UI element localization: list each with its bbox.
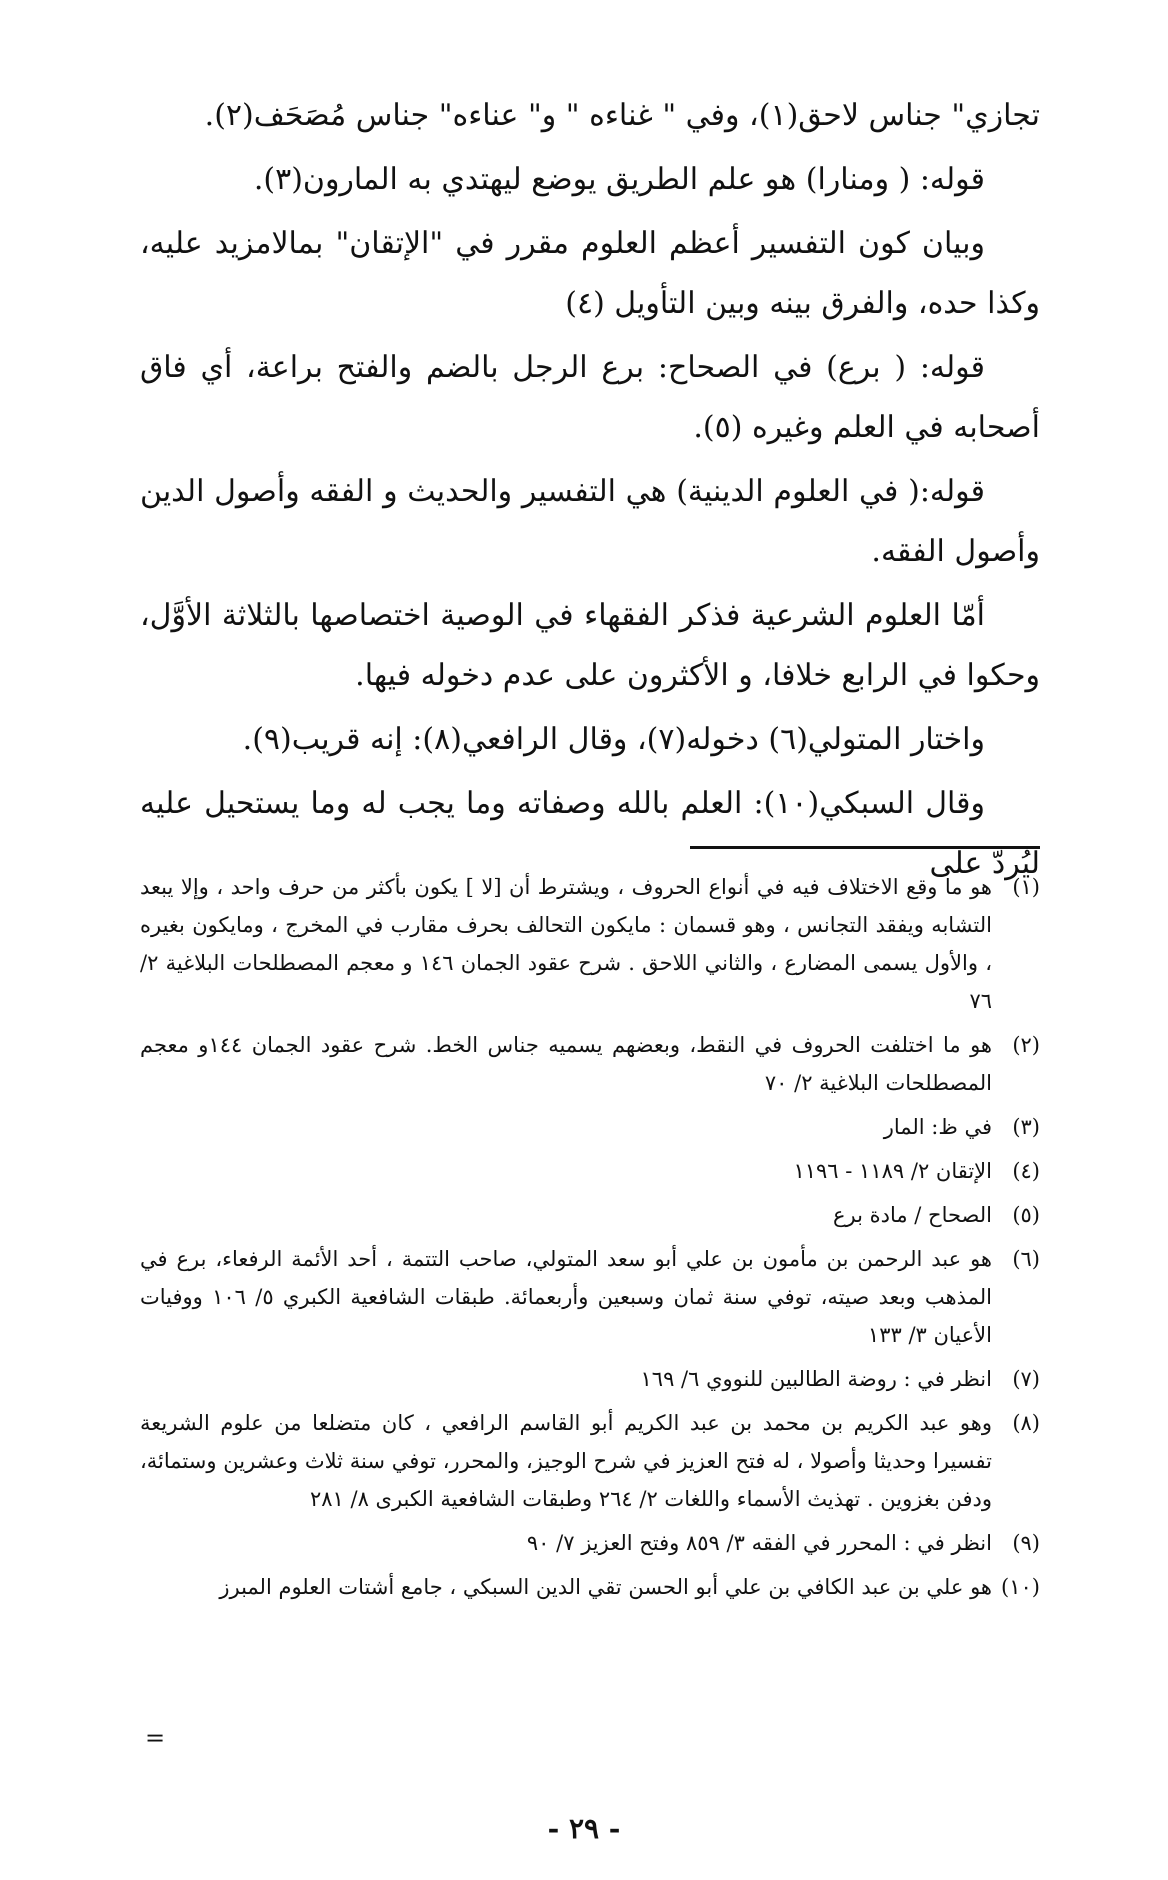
footnote-text: هو علي بن عبد الكافي بن علي أبو الحسن تقي الدين السبكي ، جامع أشتات العلوم المبرز [219, 1575, 992, 1599]
body-paragraph-4: قوله: ( برع) في الصحاح: برع الرجل بالضم والفتح براعة، أي فاق أصحابه في العلم وغيره (٥). [140, 350, 1040, 445]
main-text [140, 86, 1040, 898]
footnote-number: (٤) [1012, 1159, 1040, 1183]
footnote [140, 1240, 1040, 1354]
body-paragraph-6: أمّا العلوم الشرعية فذكر الفقهاء في الوصية اختصاصها بالثلاثة الأوَّل، وحكوا في الرابع خلافا، و الأكثرون على عدم دخوله فيها. [140, 598, 1040, 693]
footnote-number: (٢) [1012, 1033, 1040, 1057]
body-paragraph-8: وقال السبكي(١٠): العلم بالله وصفاته وما يجب له وما يستحيل عليه ليُردّ على [140, 786, 1040, 881]
footnote [140, 1360, 1040, 1398]
footnote-number: (٣) [1012, 1115, 1040, 1139]
body-paragraph-1: تجازي" جناس لاحق(١)، وفي " غناءه " و" عناءه" جناس مُصَحَف(٢). [204, 98, 1040, 133]
footnote [140, 1568, 1040, 1606]
footnote-text: وهو عبد الكريم بن محمد بن عبد الكريم أبو القاسم الرافعي ، كان متضلعا من علوم الشريعة تفسيرا وحديثا وأصولا ، له فتح العزيز في شرح الوجيز، والمحرر، توفي سنة ثلاث وعشرين وستمائة، ودفن بغزوين . تهذيث الأسماء واللغات ٢/ ٢٦٤ وطبقات الشافعية الكبرى ٨/ ٢٨١ [140, 1411, 992, 1511]
footnote-number: (٧) [1012, 1367, 1040, 1391]
footnote-text: الصحاح / مادة برع [832, 1203, 992, 1227]
footnote-text: هو ما وقع الاختلاف فيه في أنواع الحروف ، ويشترط أن [لا ] يكون بأكثر من حرف واحد ، وإلا يبعد التشابه ويفقد التجانس ، وهو قسمان : مايكون التحالف بحرف مقارب في المخرج ، ومايكون بغيره ، والأول يسمى المضارع ، والثاني اللاحق . شرح عقود الجمان ١٤٦ و معجم المصطلحات البلاغية ٢/ ٧٦ [140, 875, 992, 1013]
footnote-text: هو ما اختلفت الحروف في النقط، وبعضهم يسميه جناس الخط. شرح عقود الجمان ١٤٤و معجم المصطلحات البلاغية ٢/ ٧٠ [140, 1033, 992, 1095]
footnote [140, 1524, 1040, 1562]
body-paragraph-3: وبيان كون التفسير أعظم العلوم مقرر في "الإتقان" بمالامزيد عليه، وكذا حده، والفرق بينه وبين التأويل (٤) [140, 226, 1040, 321]
footnote-text: في ظ: المار [883, 1115, 992, 1139]
body-paragraph-7: واختار المتولي(٦) دخوله(٧)، وقال الرافعي(٨): إنه قريب(٩). [242, 722, 985, 757]
footnote-number: (١٠) [1001, 1575, 1040, 1599]
footnote [140, 1404, 1040, 1518]
footnote-text: الإتقان ٢/ ١١٨٩ - ١١٩٦ [793, 1159, 992, 1183]
footnote-text: انظر في : روضة الطالبين للنووي ٦/ ١٦٩ [640, 1367, 992, 1391]
footnote-divider [690, 846, 1040, 849]
footnote [140, 868, 1040, 1020]
body-paragraph-2: قوله: ( ومنارا) هو علم الطريق يوضع ليهتدي به المارون(٣). [253, 162, 985, 197]
footnote-number: (٩) [1012, 1531, 1040, 1555]
footnotes [140, 868, 1040, 1612]
footnote-text: هو عبد الرحمن بن مأمون بن علي أبو سعد المتولي، صاحب التتمة ، أحد الأئمة الرفعاء، برع في المذهب وبعد صيته، توفي سنة ثمان وسبعين وأربعمائة. طبقات الشافعية الكبري ٥/ ١٠٦ ووفيات الأعيان ٣/ ١٣٣ [140, 1247, 992, 1347]
footnote [140, 1196, 1040, 1234]
footnote [140, 1026, 1040, 1102]
footnote-number: (٨) [1012, 1411, 1040, 1435]
footnote-number: (٥) [1012, 1203, 1040, 1227]
footnote [140, 1108, 1040, 1146]
footnote-number: (١) [1012, 875, 1040, 899]
footnote-text: انظر في : المحرر في الفقه ٣/ ٨٥٩ وفتح العزيز ٧/ ٩٠ [526, 1531, 992, 1555]
footnote-continuation-mark: = [145, 1724, 166, 1752]
body-paragraph-5: قوله:( في العلوم الدينية) هي التفسير والحديث و الفقه وأصول الدين وأصول الفقه. [140, 474, 1040, 569]
footnote [140, 1152, 1040, 1190]
page-number: - ٢٩ - [547, 1812, 621, 1845]
footnote-number: (٦) [1012, 1247, 1040, 1271]
